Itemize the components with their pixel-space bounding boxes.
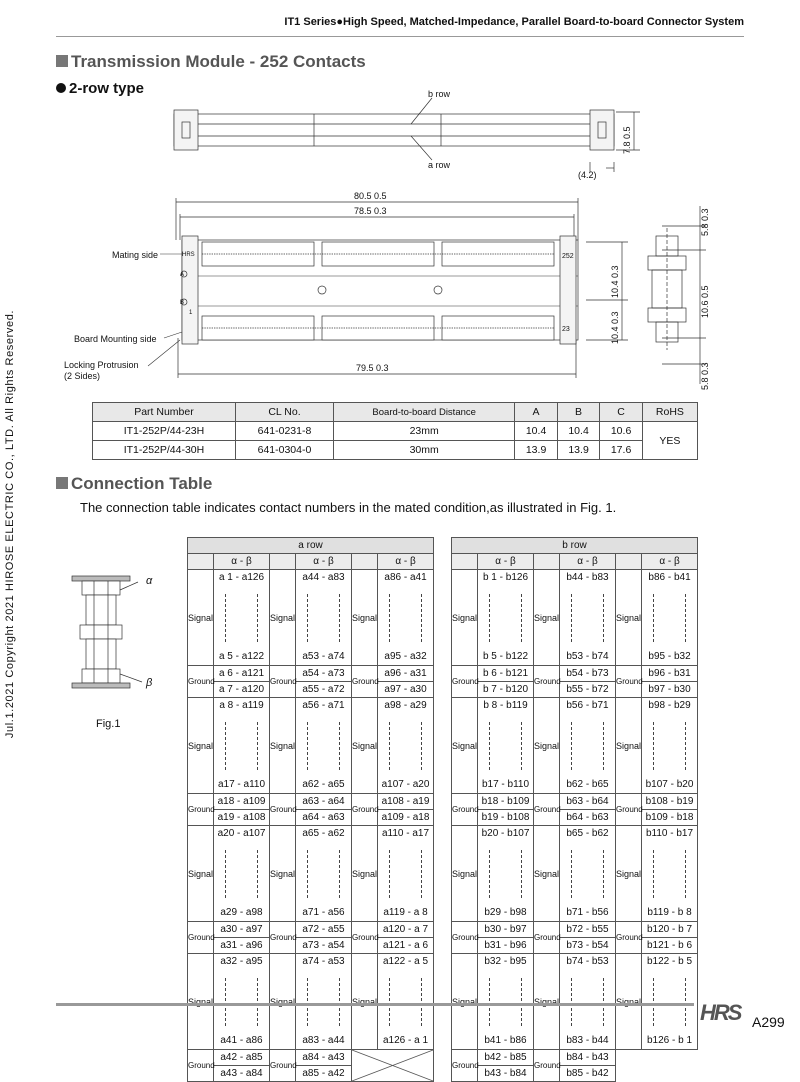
signal-label: Signal	[534, 954, 560, 1050]
pin-252-mark: 252	[562, 253, 574, 260]
table-row	[452, 954, 698, 970]
contact-cell: b65 - b62	[560, 826, 616, 842]
ground-label: Ground	[352, 666, 378, 698]
range-dashes	[478, 970, 534, 1034]
empty-cell	[270, 554, 296, 570]
table-row	[188, 922, 434, 938]
table-row	[452, 842, 698, 906]
copyright-text: Jul.1.2021 Copyright 2021 HIROSE ELECTRIC CO., LTD. All Rights Reserved.	[4, 309, 16, 739]
ground-label: Ground	[452, 922, 478, 954]
dim-7-8: 7.8 0.5	[622, 126, 632, 154]
contact-cell: a17 - a110	[214, 778, 270, 794]
range-dashes	[560, 586, 616, 650]
table-row	[188, 842, 434, 906]
ground-label: Ground	[352, 794, 378, 826]
contact-cell: a74 - a53	[296, 954, 352, 970]
contact-cell: b53 - b74	[560, 650, 616, 666]
contact-cell: b62 - b65	[560, 778, 616, 794]
contact-cell: a108 - a19	[378, 794, 434, 810]
contact-cell: a 8 - a119	[214, 698, 270, 714]
hrs-mark: HRS	[182, 252, 195, 258]
spec-cell: 17.6	[600, 441, 643, 460]
contact-cell: b64 - b63	[560, 810, 616, 826]
contact-cell: b43 - b84	[478, 1066, 534, 1082]
table-row	[188, 778, 434, 794]
table-row	[452, 810, 698, 826]
range-dashes	[296, 586, 352, 650]
signal-label: Signal	[452, 698, 478, 794]
b-row-label: b row	[428, 89, 451, 99]
hrs-logo: HRS	[700, 1000, 741, 1025]
contact-cell: b85 - b42	[560, 1066, 616, 1082]
contact-cell: b29 - b98	[478, 906, 534, 922]
contact-cell: b107 - b20	[642, 778, 698, 794]
contact-cell: a63 - a64	[296, 794, 352, 810]
dim-10-4-bot: 10.4 0.3	[610, 311, 620, 344]
contact-cell: a43 - a84	[214, 1066, 270, 1082]
contact-cell: a73 - a54	[296, 938, 352, 954]
contact-cell: b109 - b18	[642, 810, 698, 826]
contact-cell: a65 - a62	[296, 826, 352, 842]
a-row-subheader	[188, 554, 434, 570]
locking-protrusion-label: Locking Protrusion	[64, 360, 139, 370]
signal-label: Signal	[452, 826, 478, 922]
b-row-title-row	[452, 538, 698, 554]
cross-icon	[352, 1050, 433, 1081]
alpha-beta-header: α - β	[642, 554, 698, 570]
empty-cell	[352, 554, 378, 570]
spec-header-rohs: RoHS	[642, 403, 697, 422]
alpha-beta-header: α - β	[560, 554, 616, 570]
table-row	[452, 682, 698, 698]
table-row	[452, 794, 698, 810]
contact-cell: b97 - b30	[642, 682, 698, 698]
signal-label: Signal	[270, 826, 296, 922]
ground-label: Ground	[270, 666, 296, 698]
contact-cell: b126 - b 1	[642, 1034, 698, 1050]
dim-5-8-top: 5.8 0.3	[700, 208, 710, 236]
table-row	[188, 682, 434, 698]
contact-cell: a53 - a74	[296, 650, 352, 666]
section-connection-table	[56, 474, 212, 494]
spec-cell: 30mm	[334, 441, 515, 460]
contact-cell: a86 - a41	[378, 570, 434, 586]
ground-label: Ground	[534, 794, 560, 826]
spec-row	[93, 422, 698, 441]
contact-cell: a121 - a 6	[378, 938, 434, 954]
table-row	[188, 794, 434, 810]
contact-cell: b18 - b109	[478, 794, 534, 810]
spec-cell: 10.6	[600, 422, 643, 441]
range-dashes	[214, 970, 270, 1034]
signal-label: Signal	[534, 826, 560, 922]
contact-cell: b42 - b85	[478, 1050, 534, 1066]
table-row	[452, 938, 698, 954]
table-row	[188, 650, 434, 666]
signal-label: Signal	[352, 698, 378, 794]
board-mounting-side-label: Board Mounting side	[74, 334, 157, 344]
table-row	[188, 954, 434, 970]
table-row	[452, 586, 698, 650]
range-dashes	[560, 970, 616, 1034]
front-view	[181, 236, 578, 344]
page-number: A299	[752, 1014, 785, 1030]
fig1-shapes	[72, 576, 142, 688]
contact-cell: a41 - a86	[214, 1034, 270, 1050]
spec-cell: 10.4	[557, 422, 600, 441]
range-dashes	[642, 714, 698, 778]
top-view	[174, 98, 640, 172]
signal-label: Signal	[616, 698, 642, 794]
ground-label: Ground	[188, 922, 214, 954]
empty-cell	[452, 554, 478, 570]
contact-cell: a 5 - a122	[214, 650, 270, 666]
ground-label: Ground	[452, 1050, 478, 1082]
contact-cell: a32 - a95	[214, 954, 270, 970]
b-row-subheader	[452, 554, 698, 570]
contact-cell: a95 - a32	[378, 650, 434, 666]
spec-rohs-cell: YES	[642, 422, 697, 460]
label-1-mark: 1	[189, 310, 193, 316]
range-dashes	[296, 970, 352, 1034]
label-b-mark: B	[180, 300, 185, 306]
table-row	[452, 1050, 698, 1066]
range-dashes	[560, 714, 616, 778]
contact-cell: a55 - a72	[296, 682, 352, 698]
header-rule	[56, 36, 744, 37]
contact-cell: b96 - b31	[642, 666, 698, 682]
contact-cell: b41 - b86	[478, 1034, 534, 1050]
table-row	[188, 1050, 434, 1066]
contact-cell: b19 - b108	[478, 810, 534, 826]
empty-blank-cell	[616, 1050, 698, 1082]
ground-label: Ground	[452, 794, 478, 826]
square-bullet-icon	[56, 477, 68, 489]
contact-cell: b119 - b 8	[642, 906, 698, 922]
contact-cell: a18 - a109	[214, 794, 270, 810]
a-row-title: a row	[188, 538, 434, 554]
range-dashes	[214, 586, 270, 650]
contact-cell: a122 - a 5	[378, 954, 434, 970]
dim-5-8-bot: 5.8 0.3	[700, 362, 710, 390]
signal-label: Signal	[188, 698, 214, 794]
signal-label: Signal	[270, 954, 296, 1050]
contact-cell: a119 - a 8	[378, 906, 434, 922]
empty-cell	[616, 554, 642, 570]
contact-cell: a107 - a20	[378, 778, 434, 794]
range-dashes	[378, 586, 434, 650]
spec-cell: 10.4	[515, 422, 558, 441]
a-row-label: a row	[428, 160, 451, 170]
table-row	[452, 826, 698, 842]
contact-cell: b73 - b54	[560, 938, 616, 954]
contact-cell: a96 - a31	[378, 666, 434, 682]
contact-cell: a85 - a42	[296, 1066, 352, 1082]
contact-cell: b98 - b29	[642, 698, 698, 714]
signal-label: Signal	[534, 698, 560, 794]
signal-label: Signal	[352, 570, 378, 666]
dim-80-5: 80.5 0.5	[354, 191, 387, 201]
contact-cell: b 6 - b121	[478, 666, 534, 682]
signal-label: Signal	[270, 698, 296, 794]
spec-cell: 641-0231-8	[235, 422, 333, 441]
contact-cell: b 1 - b126	[478, 570, 534, 586]
signal-label: Signal	[616, 570, 642, 666]
table-row	[188, 906, 434, 922]
contact-cell: a97 - a30	[378, 682, 434, 698]
table-row	[188, 1034, 434, 1050]
side-copyright	[0, 0, 20, 1042]
contact-cell: b63 - b64	[560, 794, 616, 810]
dim-10-6: 10.6 0.5	[700, 285, 710, 318]
range-dashes	[642, 586, 698, 650]
fig1-caption: Fig.1	[96, 718, 121, 730]
signal-label: Signal	[616, 826, 642, 922]
pin-23-mark: 23	[562, 326, 570, 333]
table-row	[452, 1034, 698, 1050]
empty-cell	[188, 554, 214, 570]
contact-cell: a31 - a96	[214, 938, 270, 954]
section-transmission-module	[56, 52, 366, 72]
contact-cell: a126 - a 1	[378, 1034, 434, 1050]
alpha-beta-header: α - β	[296, 554, 352, 570]
table-row	[452, 922, 698, 938]
contact-cell: b56 - b71	[560, 698, 616, 714]
range-dashes	[296, 842, 352, 906]
spec-header-b: B	[557, 403, 600, 422]
signal-label: Signal	[452, 570, 478, 666]
contact-cell: a110 - a17	[378, 826, 434, 842]
contact-cell: b120 - b 7	[642, 922, 698, 938]
contact-cell: b44 - b83	[560, 570, 616, 586]
contact-cell: b30 - b97	[478, 922, 534, 938]
contact-cell: a109 - a18	[378, 810, 434, 826]
ground-label: Ground	[534, 666, 560, 698]
contact-cell: a29 - a98	[214, 906, 270, 922]
range-dashes	[378, 970, 434, 1034]
dim-10-4-top: 10.4 0.3	[610, 265, 620, 298]
spec-header-row	[93, 403, 698, 422]
signal-label: Signal	[352, 954, 378, 1050]
spec-header-part-number: Part Number	[93, 403, 236, 422]
table-row	[452, 698, 698, 714]
side-view	[648, 228, 686, 350]
ground-label: Ground	[616, 794, 642, 826]
contact-cell: b121 - b 6	[642, 938, 698, 954]
label-a-mark: A	[180, 272, 185, 278]
contact-cell: a84 - a43	[296, 1050, 352, 1066]
table-row	[452, 970, 698, 1034]
ground-label: Ground	[270, 922, 296, 954]
contact-cell: b20 - b107	[478, 826, 534, 842]
contact-cell: b84 - b43	[560, 1050, 616, 1066]
contact-cell: b72 - b55	[560, 922, 616, 938]
contact-cell: a 7 - a120	[214, 682, 270, 698]
ground-label: Ground	[270, 1050, 296, 1082]
contact-cell: b83 - b44	[560, 1034, 616, 1050]
spec-header-c: C	[600, 403, 643, 422]
contact-cell: b17 - b110	[478, 778, 534, 794]
table-row	[452, 906, 698, 922]
connector-drawing	[56, 88, 716, 393]
table-row	[188, 698, 434, 714]
signal-label: Signal	[270, 570, 296, 666]
table-row	[188, 810, 434, 826]
b-row-title: b row	[452, 538, 698, 554]
range-dashes	[378, 714, 434, 778]
table-row	[452, 714, 698, 778]
contact-cell: b95 - b32	[642, 650, 698, 666]
range-dashes	[478, 586, 534, 650]
table-row	[188, 970, 434, 1034]
section1-title: Transmission Module - 252 Contacts	[71, 52, 366, 71]
signal-label: Signal	[616, 954, 642, 1050]
two-sides-label: (2 Sides)	[64, 371, 101, 381]
table-row	[188, 586, 434, 650]
range-dashes	[642, 970, 698, 1034]
section1-subtitle: 2-row type	[69, 80, 145, 97]
ground-label: Ground	[452, 666, 478, 698]
table-row	[188, 666, 434, 682]
b-row-table	[451, 537, 698, 1082]
signal-label: Signal	[188, 954, 214, 1050]
beta-label: β	[146, 677, 153, 689]
spec-header-cl-no: CL No.	[235, 403, 333, 422]
contact-cell: b55 - b72	[560, 682, 616, 698]
signal-label: Signal	[188, 826, 214, 922]
contact-cell: a56 - a71	[296, 698, 352, 714]
contact-cell: b74 - b53	[560, 954, 616, 970]
spec-cell: IT1-252P/44-23H	[93, 422, 236, 441]
signal-label: Signal	[352, 826, 378, 922]
signal-label: Signal	[452, 954, 478, 1050]
ground-label: Ground	[188, 666, 214, 698]
dim-4-2: (4.2)	[578, 170, 597, 180]
alpha-beta-header: α - β	[478, 554, 534, 570]
contact-cell: a30 - a97	[214, 922, 270, 938]
ground-label: Ground	[352, 922, 378, 954]
range-dashes	[214, 842, 270, 906]
contact-cell: a 1 - a126	[214, 570, 270, 586]
range-dashes	[642, 842, 698, 906]
contact-cell: b 8 - b119	[478, 698, 534, 714]
contact-cell: a83 - a44	[296, 1034, 352, 1050]
square-bullet-icon	[56, 55, 68, 67]
contact-cell: a72 - a55	[296, 922, 352, 938]
spec-cell: 641-0304-0	[235, 441, 333, 460]
signal-label: Signal	[188, 570, 214, 666]
a-row-title-row	[188, 538, 434, 554]
contact-cell: b31 - b96	[478, 938, 534, 954]
contact-cell: b110 - b17	[642, 826, 698, 842]
empty-crossed-cell	[352, 1050, 434, 1082]
dim-78-5: 78.5 0.3	[354, 206, 387, 216]
section2-title: Connection Table	[71, 474, 213, 493]
alpha-beta-header: α - β	[214, 554, 270, 570]
mating-side-label: Mating side	[112, 250, 159, 260]
spec-cell: 13.9	[515, 441, 558, 460]
contact-cell: b108 - b19	[642, 794, 698, 810]
page-header-title: IT1 Series●High Speed, Matched-Impedance, Parallel Board-to-board Connector System	[284, 16, 744, 28]
connection-intro: The connection table indicates contact numbers in the mated condition,as illustrated in Fig. 1.	[80, 500, 617, 515]
signal-label: Signal	[534, 570, 560, 666]
table-row	[452, 650, 698, 666]
spec-header-a: A	[515, 403, 558, 422]
contact-cell: a19 - a108	[214, 810, 270, 826]
ground-label: Ground	[270, 794, 296, 826]
alpha-beta-header: α - β	[378, 554, 434, 570]
contact-cell: a44 - a83	[296, 570, 352, 586]
contact-cell: b71 - b56	[560, 906, 616, 922]
contact-cell: a54 - a73	[296, 666, 352, 682]
range-dashes	[560, 842, 616, 906]
callout-lines	[148, 254, 185, 366]
ground-label: Ground	[616, 666, 642, 698]
table-row	[188, 570, 434, 586]
table-row	[452, 778, 698, 794]
contact-cell: b 5 - b122	[478, 650, 534, 666]
ground-label: Ground	[188, 794, 214, 826]
contact-cell: a20 - a107	[214, 826, 270, 842]
range-dashes	[214, 714, 270, 778]
spec-row	[93, 441, 698, 460]
spec-header-distance: Board-to-board Distance	[334, 403, 515, 422]
a-row-table	[187, 537, 434, 1082]
table-row	[188, 714, 434, 778]
table-row	[452, 570, 698, 586]
table-row	[188, 938, 434, 954]
range-dashes	[378, 842, 434, 906]
range-dashes	[296, 714, 352, 778]
ground-label: Ground	[616, 922, 642, 954]
contact-cell: a 6 - a121	[214, 666, 270, 682]
range-dashes	[478, 714, 534, 778]
table-row	[188, 826, 434, 842]
fig1-mated-drawing	[62, 570, 162, 710]
ground-label: Ground	[534, 1050, 560, 1082]
spec-cell: 13.9	[557, 441, 600, 460]
range-dashes	[478, 842, 534, 906]
contact-cell: b54 - b73	[560, 666, 616, 682]
contact-cell: a120 - a 7	[378, 922, 434, 938]
ground-label: Ground	[188, 1050, 214, 1082]
spec-cell: IT1-252P/44-30H	[93, 441, 236, 460]
contact-cell: a64 - a63	[296, 810, 352, 826]
alpha-label: α	[146, 575, 153, 587]
contact-cell: a42 - a85	[214, 1050, 270, 1066]
dim-79-5: 79.5 0.3	[356, 363, 389, 373]
contact-cell: b 7 - b120	[478, 682, 534, 698]
ground-label: Ground	[534, 922, 560, 954]
footer-rule	[56, 1003, 694, 1006]
contact-cell: b86 - b41	[642, 570, 698, 586]
contact-cell: b122 - b 5	[642, 954, 698, 970]
empty-cell	[534, 554, 560, 570]
contact-cell: a62 - a65	[296, 778, 352, 794]
contact-cell: a71 - a56	[296, 906, 352, 922]
table-row	[452, 666, 698, 682]
contact-cell: a98 - a29	[378, 698, 434, 714]
contact-cell: b32 - b95	[478, 954, 534, 970]
spec-table	[92, 402, 698, 460]
spec-cell: 23mm	[334, 422, 515, 441]
